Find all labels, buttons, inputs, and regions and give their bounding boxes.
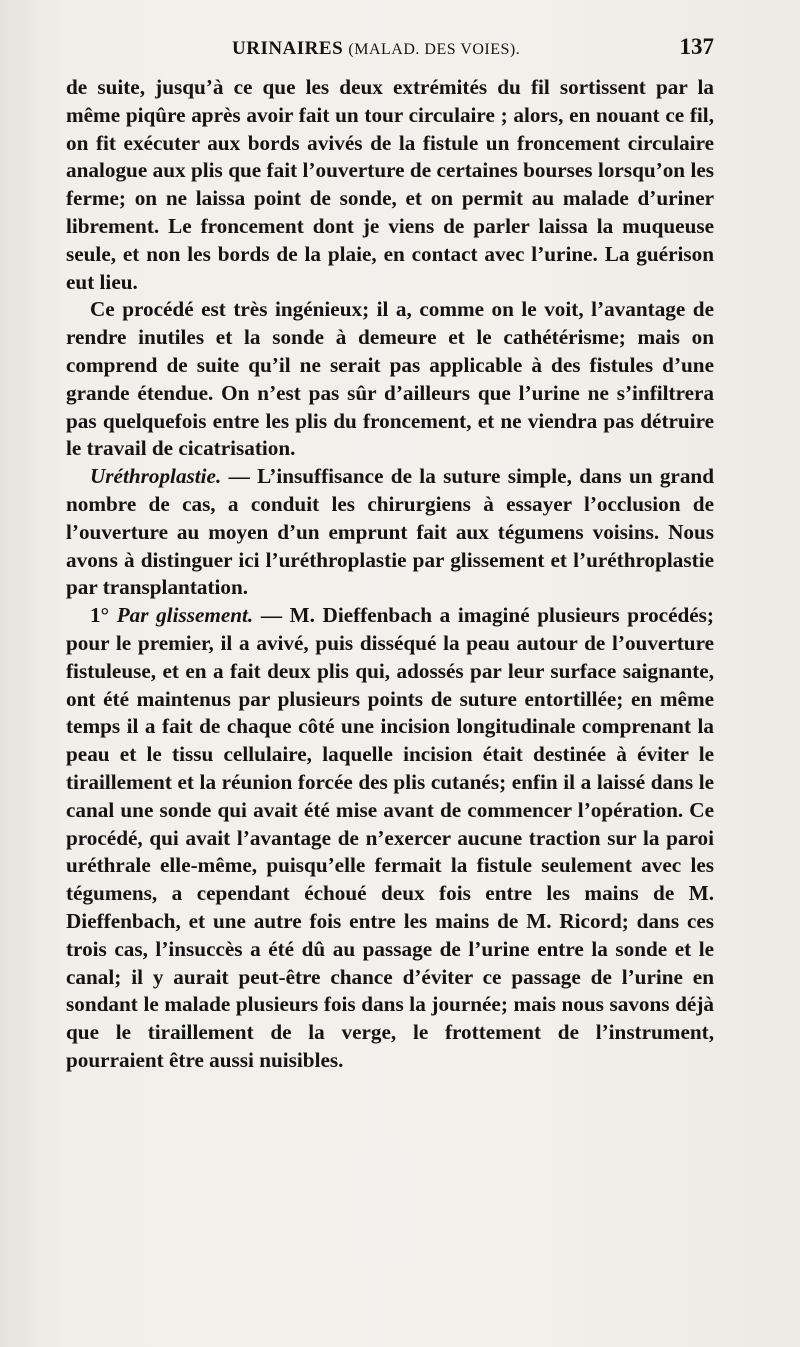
paragraph-4 bbox=[66, 602, 714, 1075]
running-title-paren: (MALAD. DES VOIES). bbox=[348, 41, 521, 58]
page-header bbox=[66, 32, 714, 68]
paragraph-4-prefix: 1° bbox=[90, 603, 117, 628]
paragraph-3-text: — L’insuffisance de la suture simple, dans un grand nombre de cas, a conduit les chirurgiens à essayer l’occlusion de l’ouverture au moyen d’un emprunt fait aux tégumens voisins. Nous avons à distinguer ici l’uréthroplastie par glissement et l’uréthroplastie par transplantation. bbox=[66, 464, 714, 600]
paragraph-2-text: Ce procédé est très ingénieux; il a, comme on le voit, l’avantage de rendre inutiles et la sonde à demeure et le cathétérisme; mais on comprend de suite qu’il ne serait pas applicable à des fistules d’une grande étendue. On n’est pas sûr d’ailleurs que l’urine ne s’infiltrera pas quelquefois entre les plis du froncement, et ne viendra pas détruire le travail de cicatrisation. bbox=[66, 297, 714, 461]
paragraph-1-text: de suite, jusqu’à ce que les deux extrémités du fil sortissent par la même piqûre après avoir fait un tour circulaire ; alors, en nouant ce fil, on fit exécuter aux bords avivés de la fistule un froncement circulaire analogue aux plis que fait l’ouverture de certaines bourses lorsqu’on les ferme; on ne laissa point de sonde, et on permit au malade d’uriner librement. Le froncement dont je viens de parler laissa la muqueuse seule, et non les bords de la plaie, en contact avec l’urine. La guérison eut lieu. bbox=[66, 75, 714, 294]
subsection-heading-glissement: Par glissement. bbox=[116, 603, 254, 628]
running-title-main: URINAIRES bbox=[232, 38, 344, 59]
body-text bbox=[66, 74, 714, 1075]
section-heading-urethroplastie: Uréthroplastie. bbox=[90, 464, 222, 489]
page-number: 137 bbox=[679, 34, 714, 59]
paragraph-4-text: — M. Dieffenbach a imaginé plusieurs procédés; pour le premier, il a avivé, puis disséqué la peau autour de l’ouverture fistuleuse, et en a fait deux plis qui, adossés par leur surface saignante, ont été maintenus par plusieurs points de suture entortillée; en même temps il a fait de chaque côté une incision longitudinale comprenant la peau et le tissu cellulaire, laquelle incision était destinée à éviter le tiraillement et la réunion forcée des plis cutanés; enfin il a laissé dans le canal une sonde qui avait été mise avant de commencer l’opération. Ce procédé, qui avait l’avantage de n’exercer aucune traction sur la paroi uréthrale elle-même, puisqu’elle fermait la fistule seulement avec les tégumens, a cependant échoué deux fois entre les mains de M. Dieffenbach, et une autre fois entre les mains de M. Ricord; dans ces trois cas, l’insuccès a été dû au passage de l’urine entre la sonde et le canal; il y aurait peut-être chance d’éviter ce passage de l’urine en sondant le malade plusieurs fois dans la journée; mais nous savons déjà que le tiraillement de la verge, le frottement de l’instrument, pourraient être aussi nuisibles. bbox=[66, 603, 714, 1072]
running-title bbox=[232, 38, 520, 60]
paragraph-2 bbox=[66, 296, 714, 463]
paragraph-1 bbox=[66, 74, 714, 296]
paragraph-3 bbox=[66, 463, 714, 602]
